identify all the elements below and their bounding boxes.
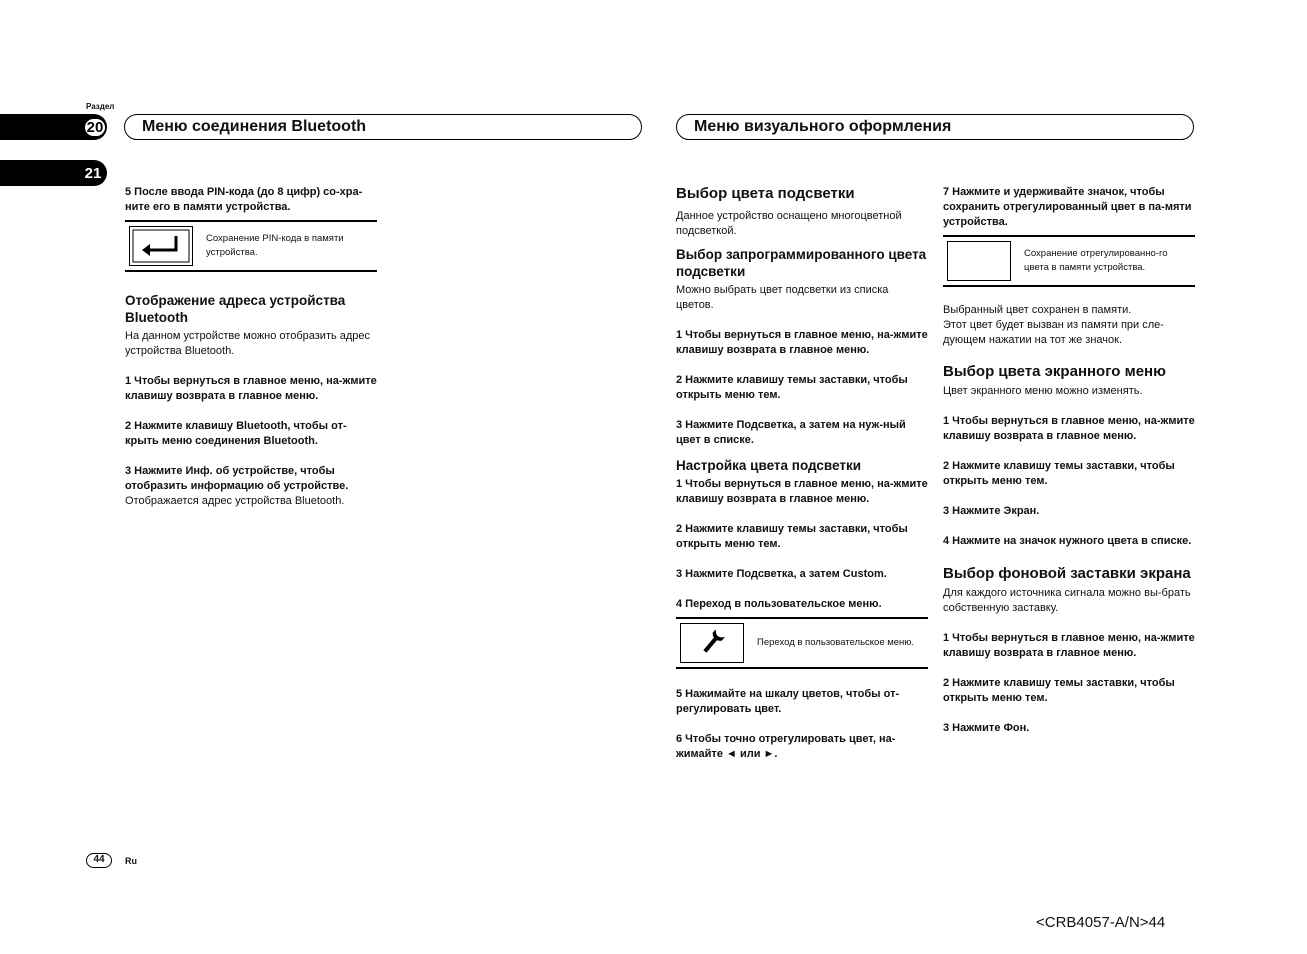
column-right [943, 185, 1195, 736]
paragraph: На данном устройстве можно отобразить адрес устройства Bluetooth. [125, 330, 371, 357]
section-tab-21[interactable] [0, 160, 107, 186]
paragraph: Данное устройство оснащено многоцветной подсветкой. [676, 210, 902, 237]
icon-callout [676, 617, 928, 669]
step-text: 3 Нажмите Инф. об устройстве, чтобы отобразить информацию об устройстве. [125, 465, 349, 492]
section-label: Раздел [86, 102, 115, 111]
step-text: 5 После ввода PIN-кода (до 8 цифр) со-храните его в памяти устройства. [125, 186, 363, 213]
step-text: 2 Нажмите клавишу темы заставки, чтобы открыть меню тем. [676, 374, 908, 401]
step-text: 2 Нажмите клавишу темы заставки, чтобы открыть меню тем. [676, 523, 908, 550]
step-text: 3 Нажмите Подсветка, а затем Custom. [676, 568, 887, 580]
paragraph: Цвет экранного меню можно изменять. [943, 385, 1143, 397]
paragraph: Отображается адрес устройства Bluetooth. [125, 495, 345, 507]
page-number: 44 [86, 853, 112, 868]
section-heading: Выбор фоновой заставки экрана [943, 565, 1191, 582]
callout-text: Сохранение PIN-кода в памяти устройства. [206, 233, 344, 258]
step-text: 7 Нажмите и удерживайте значок, чтобы сохранить отрегулированный цвет в па-мяти устройства. [943, 186, 1192, 228]
wrench-icon [680, 623, 744, 663]
section-heading: Настройка цвета подсветки [676, 458, 862, 473]
page-header-visual: Меню визуального оформления [676, 114, 1194, 140]
section-heading: Отображение адреса устройства Bluetooth [125, 293, 346, 325]
step-text: 1 Чтобы вернуться в главное меню, на-жмите клавишу возврата в главное меню. [943, 415, 1195, 442]
document-code: <CRB4057-A/N>44 [1036, 914, 1166, 931]
language-code: Ru [125, 856, 137, 866]
column-middle [676, 185, 928, 762]
step-text: 1 Чтобы вернуться в главное меню, на-жмите клавишу возврата в главное меню. [676, 329, 928, 356]
paragraph: Выбранный цвет сохранен в памяти. [943, 304, 1132, 316]
section-tab-number: 20 [86, 118, 104, 136]
section-heading: Выбор цвета экранного меню [943, 363, 1166, 380]
paragraph: Для каждого источника сигнала можно вы-брать собственную заставку. [943, 587, 1191, 614]
step-text: 2 Нажмите клавишу темы заставки, чтобы открыть меню тем. [943, 677, 1175, 704]
section-heading: Выбор цвета подсветки [676, 185, 855, 202]
column-left [125, 185, 377, 509]
paragraph: Этот цвет будет вызван из памяти при сле-дующем нажатии на тот же значок. [943, 319, 1164, 346]
step-text: 3 Нажмите Фон. [943, 722, 1030, 734]
page-header-bluetooth: Меню соединения Bluetooth [124, 114, 642, 140]
step-text: 4 Нажмите на значок нужного цвета в списке. [943, 535, 1192, 547]
step-text: 4 Переход в пользовательское меню. [676, 598, 882, 610]
step-text: 3 Нажмите Подсветка, а затем на нуж-ный цвет в списке. [676, 419, 906, 446]
step-text: 2 Нажмите клавишу Bluetooth, чтобы от-крыть меню соединения Bluetooth. [125, 420, 347, 447]
empty-color-swatch-icon [947, 241, 1011, 281]
step-text: 3 Нажмите Экран. [943, 505, 1040, 517]
step-text: 1 Чтобы вернуться в главное меню, на-жмите клавишу возврата в главное меню. [125, 375, 377, 402]
paragraph: Можно выбрать цвет подсветки из списка цветов. [676, 284, 889, 311]
return-arrow-icon [129, 226, 193, 266]
section-heading: Выбор запрограммированного цвета подсветки [676, 247, 927, 279]
callout-text: Переход в пользовательское меню. [757, 637, 915, 648]
icon-callout [943, 235, 1195, 287]
step-text: 5 Нажимайте на шкалу цветов, чтобы от-регулировать цвет. [676, 688, 900, 715]
icon-callout [125, 220, 377, 272]
step-text: 1 Чтобы вернуться в главное меню, на-жмите клавишу возврата в главное меню. [943, 632, 1195, 659]
step-text: 6 Чтобы точно отрегулировать цвет, на-жимайте ◄ или ►. [676, 733, 896, 760]
section-tab-number: 21 [84, 164, 102, 182]
section-tab-20[interactable] [0, 114, 107, 140]
step-text: 1 Чтобы вернуться в главное меню, на-жмите клавишу возврата в главное меню. [676, 478, 928, 505]
callout-text: Сохранение отрегулированно-го цвета в памяти устройства. [1024, 248, 1168, 273]
step-text: 2 Нажмите клавишу темы заставки, чтобы открыть меню тем. [943, 460, 1175, 487]
